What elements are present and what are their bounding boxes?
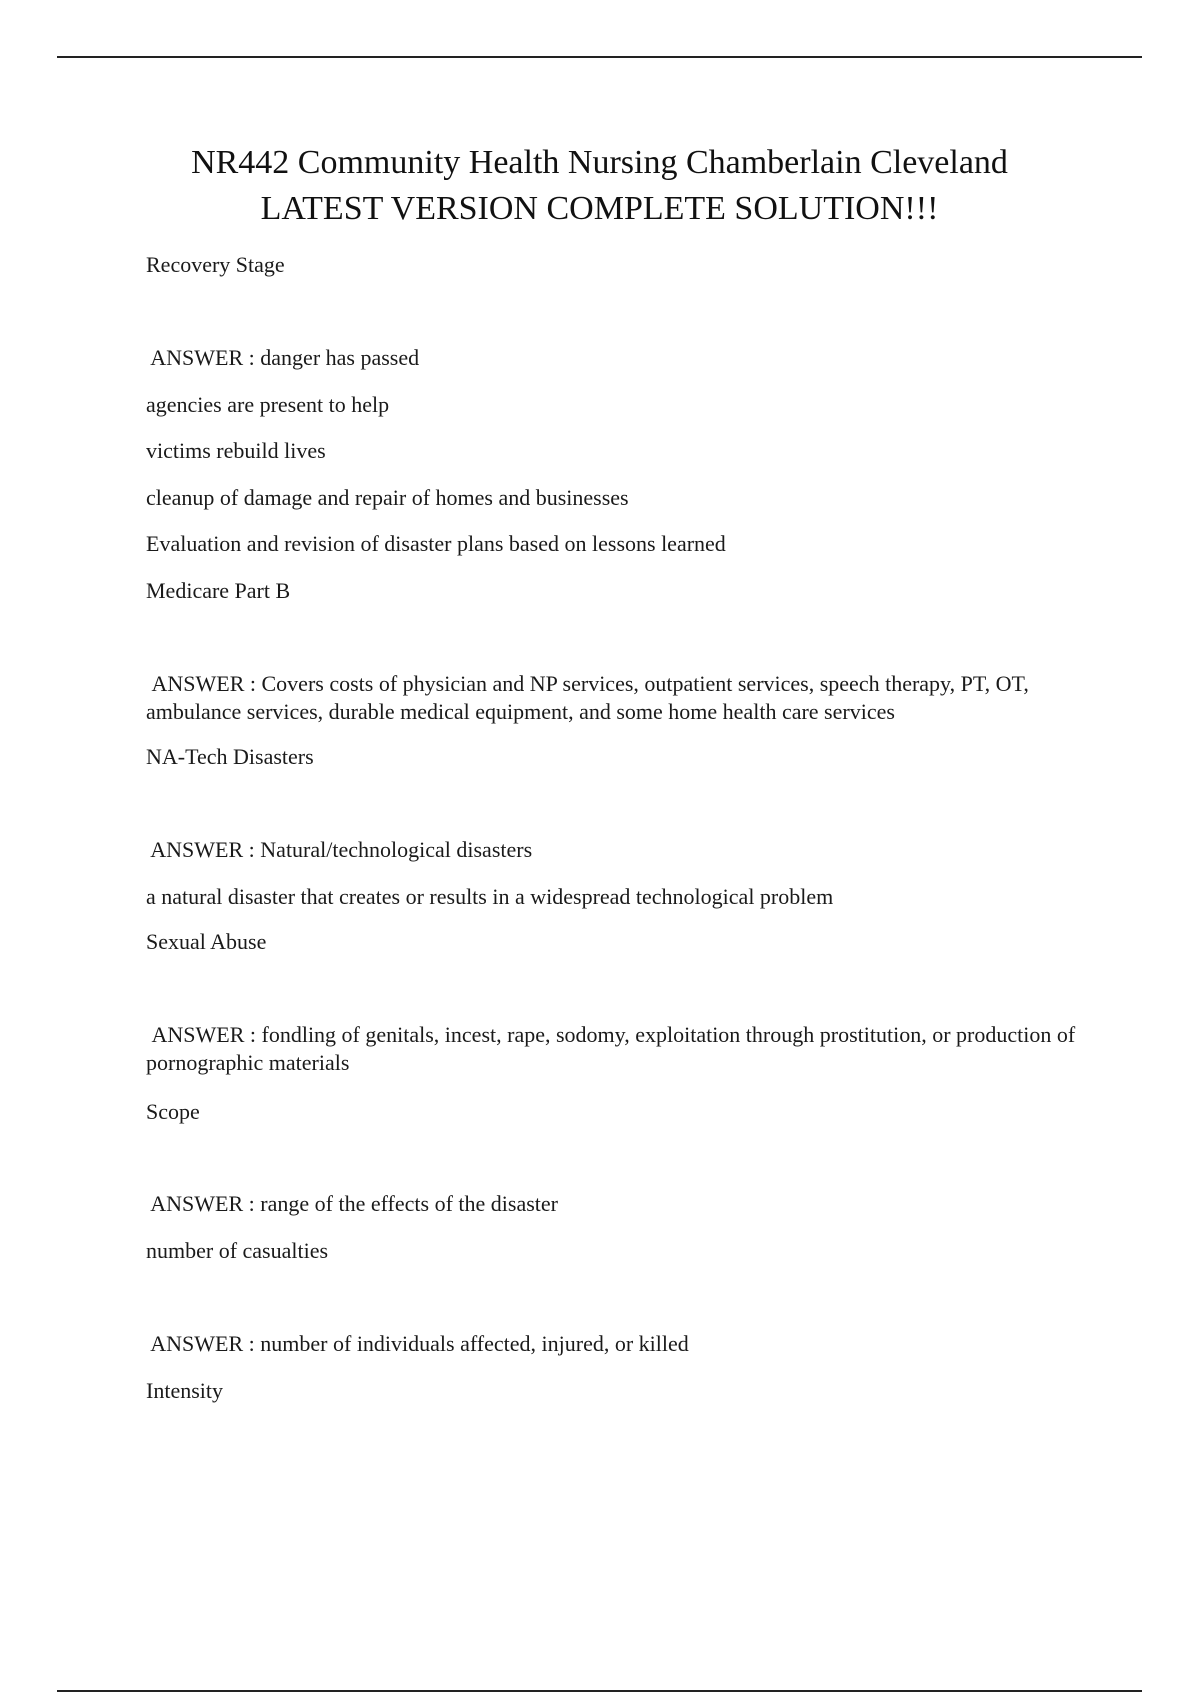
- answer-na-tech-disasters: ANSWER : Natural/technological disasters: [146, 837, 533, 862]
- term-medicare-part-b: Medicare Part B: [146, 578, 291, 603]
- term-sexual-abuse: Sexual Abuse: [146, 929, 267, 954]
- term-recovery-stage: Recovery Stage: [146, 252, 285, 277]
- top-rule: [57, 56, 1142, 58]
- answer-scope: ANSWER : range of the effects of the disaster: [146, 1191, 558, 1216]
- term-intensity: Intensity: [146, 1378, 223, 1403]
- answer-medicare-part-b: ANSWER : Covers costs of physician and NP services, outpatient services, speech therapy, PT, OT, ambulance services, durable medical equipment, and some home health care services: [146, 671, 1035, 724]
- answer-number-of-casualties: ANSWER : number of individuals affected, injured, or killed: [146, 1331, 689, 1356]
- answer-line: cleanup of damage and repair of homes and businesses: [146, 485, 629, 510]
- answer-recovery-stage: ANSWER : danger has passed: [146, 345, 420, 370]
- term-scope: Scope: [146, 1099, 200, 1124]
- term-number-of-casualties: number of casualties: [146, 1238, 329, 1263]
- bottom-rule: [57, 1690, 1142, 1692]
- title-line-2: LATEST VERSION COMPLETE SOLUTION!!!: [260, 190, 939, 227]
- term-na-tech-disasters: NA-Tech Disasters: [146, 744, 314, 769]
- document-title: [57, 140, 1142, 232]
- answer-line: victims rebuild lives: [146, 438, 326, 463]
- title-line-1: NR442 Community Health Nursing Chamberlain Cleveland: [191, 144, 1008, 181]
- answer-line: Evaluation and revision of disaster plans based on lessons learned: [146, 531, 726, 556]
- answer-sexual-abuse: ANSWER : fondling of genitals, incest, rape, sodomy, exploitation through prostitution, or production of pornographic materials: [146, 1022, 1081, 1075]
- answer-line: a natural disaster that creates or results in a widespread technological problem: [146, 884, 834, 909]
- answer-line: agencies are present to help: [146, 392, 390, 417]
